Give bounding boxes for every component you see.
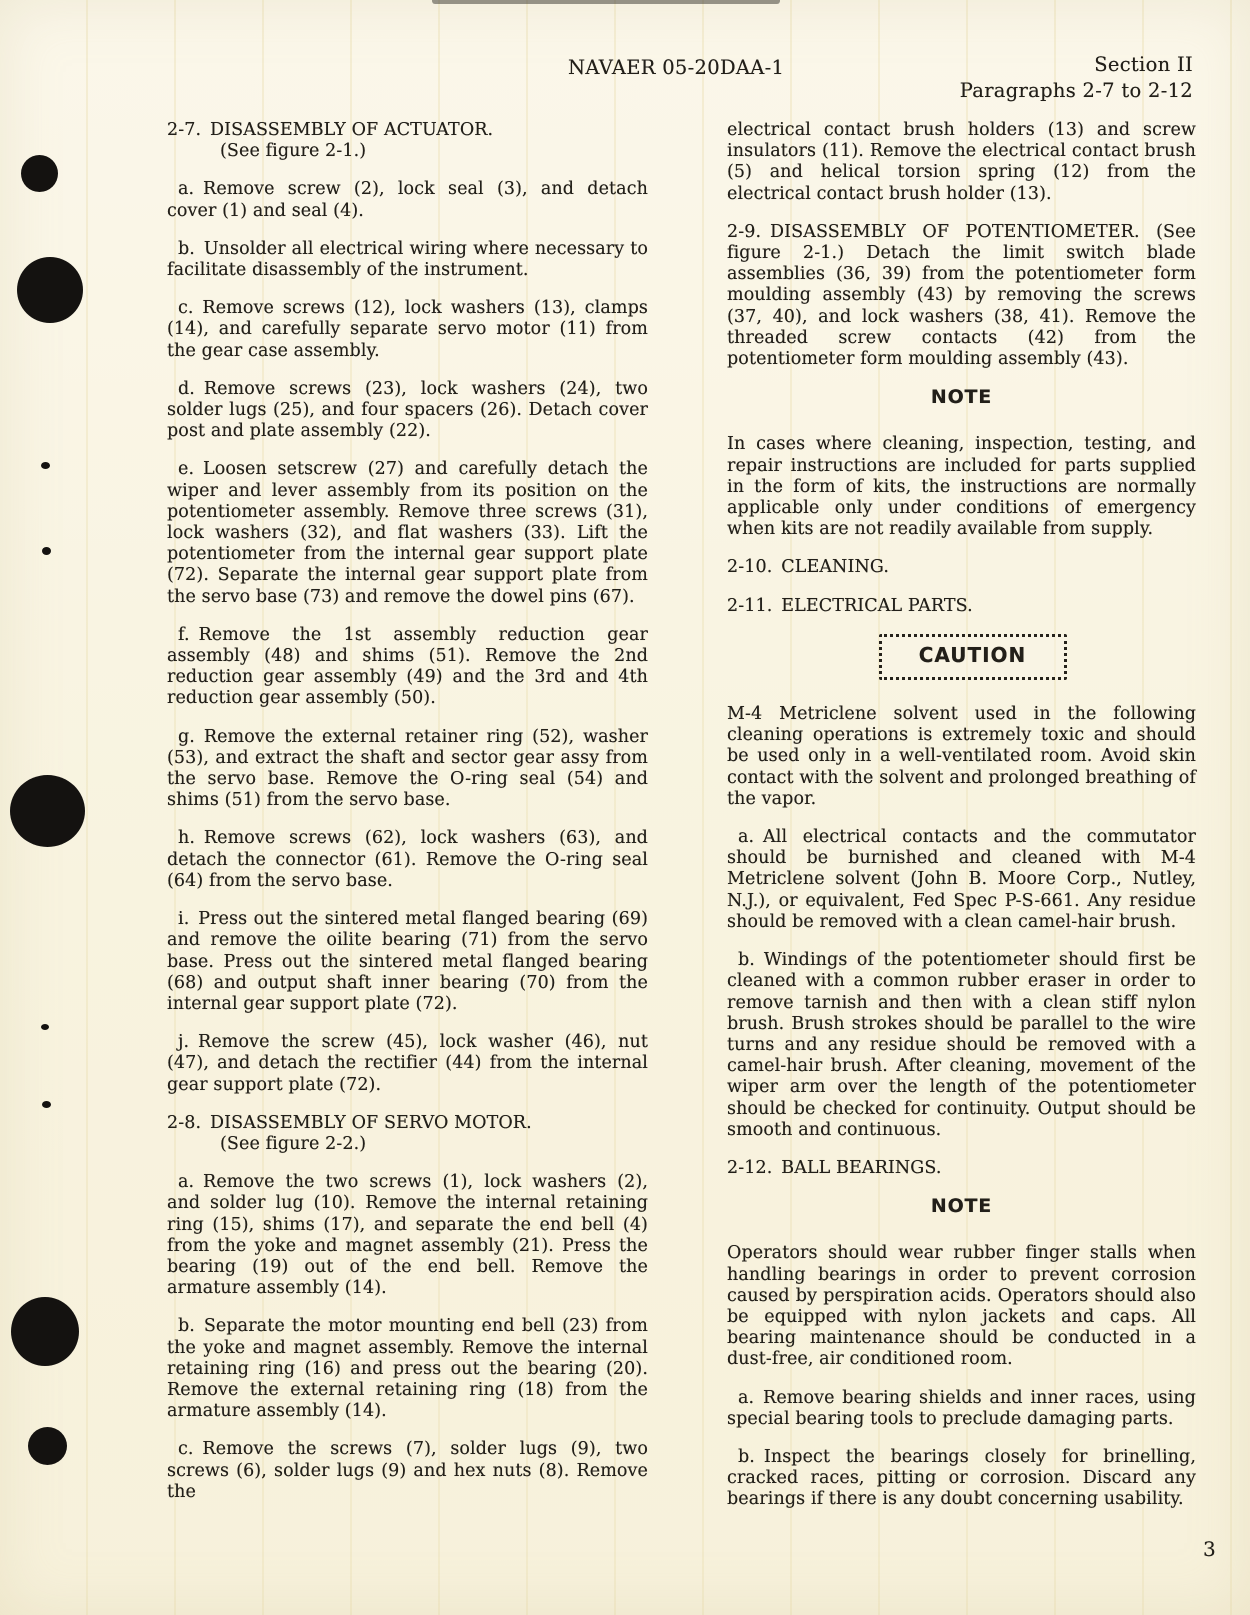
ink-speck	[42, 1101, 51, 1108]
para-2-11-a: a. All electrical contacts and the commutator should be burnished and cleaned with M-4 Metriclene solvent (John B. Moore Corp., Nutley, N.J.), or equivalent, Fed Spec P-S-661. Any residue should be removed with a clean camel-hair brush.	[727, 827, 1196, 932]
caution-text-solvent: M-4 Metriclene solvent used in the following cleaning operations is extremely toxic and should be used only in a well-ventilated room. Avoid skin contact with the solvent and prolonged breathing of the vapor.	[727, 704, 1196, 809]
para-2-12-b: b. Inspect the bearings closely for brinelling, cracked races, pitting or corrosion. Discard any bearings if there is any doubt concerning usability.	[727, 1446, 1196, 1510]
ink-speck	[42, 547, 51, 555]
note-text-bearings: Operators should wear rubber finger stalls when handling bearings in order to prevent corrosion caused by perspiration acids. Operators should also be equipped with nylon jackets and caps. All bearing maintenance should be conducted in a dust-free, air conditioned room.	[727, 1243, 1196, 1370]
heading-2-8: 2-8. DISASSEMBLY OF SERVO MOTOR.	[167, 1112, 532, 1133]
ink-speck	[41, 462, 50, 469]
scan-edge-smudge	[432, 0, 780, 4]
note-heading: NOTE	[930, 1195, 993, 1218]
header-right	[960, 52, 1193, 104]
para-2-7-j: j. Remove the screw (45), lock washer (46), nut (47), and detach the rectifier (44) from the internal gear support plate (72).	[167, 1032, 648, 1095]
para-2-7-b: b. Unsolder all electrical wiring where necessary to facilitate disassembly of the instrument.	[167, 238, 648, 281]
note-heading: NOTE	[930, 386, 993, 409]
ink-blot	[17, 257, 83, 323]
para-2-7-i: i. Press out the sintered metal flanged bearing (69) and remove the oilite bearing (71) from the servo base. Press out the sintered metal flanged bearing (68) and output shaft inner bearing (70) from the internal gear support plate (72).	[167, 909, 648, 1014]
document-number: NAVAER 05-20DAA-1	[568, 56, 785, 79]
heading-2-8-subtitle: (See figure 2-2.)	[220, 1133, 367, 1154]
heading-2-10: 2-10. CLEANING.	[727, 557, 890, 578]
page-number: 3	[1203, 1537, 1216, 1561]
para-2-7-a: a. Remove screw (2), lock seal (3), and detach cover (1) and seal (4).	[167, 179, 648, 221]
ink-blot	[28, 1427, 67, 1465]
para-2-8-a: a. Remove the two screws (1), lock washers (2), and solder lug (10). Remove the internal retaining ring (15), shims (17), and separate the end bell (4) from the yoke and magnet assembly (21). Press the bearing (19) out of the end bell. Remove the armature assembly (14).	[167, 1172, 648, 1299]
para-2-8-b: b. Separate the motor mounting end bell (23) from the yoke and magnet assembly. Remove the internal retaining ring (16) and press out the bearing (20). Remove the external retaining ring (18) from the armature assembly (14).	[167, 1316, 648, 1422]
heading-2-7: 2-7. DISASSEMBLY OF ACTUATOR.	[167, 120, 494, 140]
note-text-kits: In cases where cleaning, inspection, testing, and repair instructions are included for parts supplied in the form of kits, the instructions are normally applicable only under conditions of emergency when kits are not readily available from supply.	[727, 434, 1196, 540]
para-2-12-a: a. Remove bearing shields and inner races, using special bearing tools to preclude damaging parts.	[727, 1387, 1196, 1429]
left-column	[167, 120, 648, 1520]
para-2-8-c-continued: electrical contact brush holders (13) and screw insulators (11). Remove the electrical contact brush (5) and helical torsion spring (12) from the electrical contact brush holder (13).	[727, 120, 1196, 204]
para-2-8-c: c. Remove the screws (7), solder lugs (9), two screws (6), solder lugs (9) and hex nuts (8). Remove the	[167, 1439, 648, 1502]
section-label: Section II	[1094, 53, 1193, 76]
right-column	[727, 120, 1196, 1528]
para-2-7-g: g. Remove the external retainer ring (52), washer (53), and extract the shaft and sector gear assy from the servo base. Remove the O-ring seal (54) and shims (51) from the servo base.	[167, 726, 648, 811]
paragraph-range-label: Paragraphs 2-7 to 2-12	[959, 79, 1193, 102]
caution-label: CAUTION	[918, 642, 1027, 667]
para-2-7-f: f. Remove the 1st assembly reduction gear assembly (48) and shims (51). Remove the 2nd reduction gear assembly (49) and the 3rd and 4th reduction gear assembly (50).	[167, 624, 648, 709]
heading-2-12: 2-12. BALL BEARINGS.	[727, 1157, 942, 1178]
para-2-9: 2-9. DISASSEMBLY OF POTENTIOMETER. (See figure 2-1.) Detach the limit switch blade assemblies (36, 39) from the potentiometer form moulding assembly (43) by removing the screws (37, 40), and lock washers (38, 41). Remove the threaded screw contacts (42) from the potentiometer form moulding assembly (43).	[727, 221, 1196, 370]
caution-box	[879, 634, 1067, 680]
heading-2-7-subtitle: (See figure 2-1.)	[220, 141, 367, 162]
ink-blot	[11, 1297, 79, 1366]
heading-2-11: 2-11. ELECTRICAL PARTS.	[727, 595, 973, 616]
ink-blot	[21, 155, 58, 192]
para-2-11-b: b. Windings of the potentiometer should first be cleaned with a common rubber eraser in order to remove tarnish and then with a clean stiff nylon brush. Brush strokes should be parallel to the wire turns and any residue should be removed with a camel-hair brush. After cleaning, movement of the wiper arm over the length of the potentiometer should be checked for continuity. Output should be smooth and continuous.	[727, 950, 1196, 1140]
para-2-7-d: d. Remove screws (23), lock washers (24), two solder lugs (25), and four spacers (26). Detach cover post and plate assembly (22).	[167, 378, 648, 442]
para-2-7-e: e. Loosen setscrew (27) and carefully detach the wiper and lever assembly from its position on the potentiometer assembly. Remove three screws (31), lock washers (32), and flat washers (33). Lift the potentiometer from the internal gear support plate (72). Separate the internal gear support plate from the servo base (73) and remove the dowel pins (67).	[167, 459, 648, 607]
ink-speck	[41, 1024, 49, 1030]
para-2-7-h: h. Remove screws (62), lock washers (63), and detach the connector (61). Remove the O-ring seal (64) from the servo base.	[167, 828, 648, 891]
para-2-7-c: c. Remove screws (12), lock washers (13), clamps (14), and carefully separate servo motor (11) from the gear case assembly.	[167, 298, 648, 361]
ink-blot	[10, 775, 85, 847]
